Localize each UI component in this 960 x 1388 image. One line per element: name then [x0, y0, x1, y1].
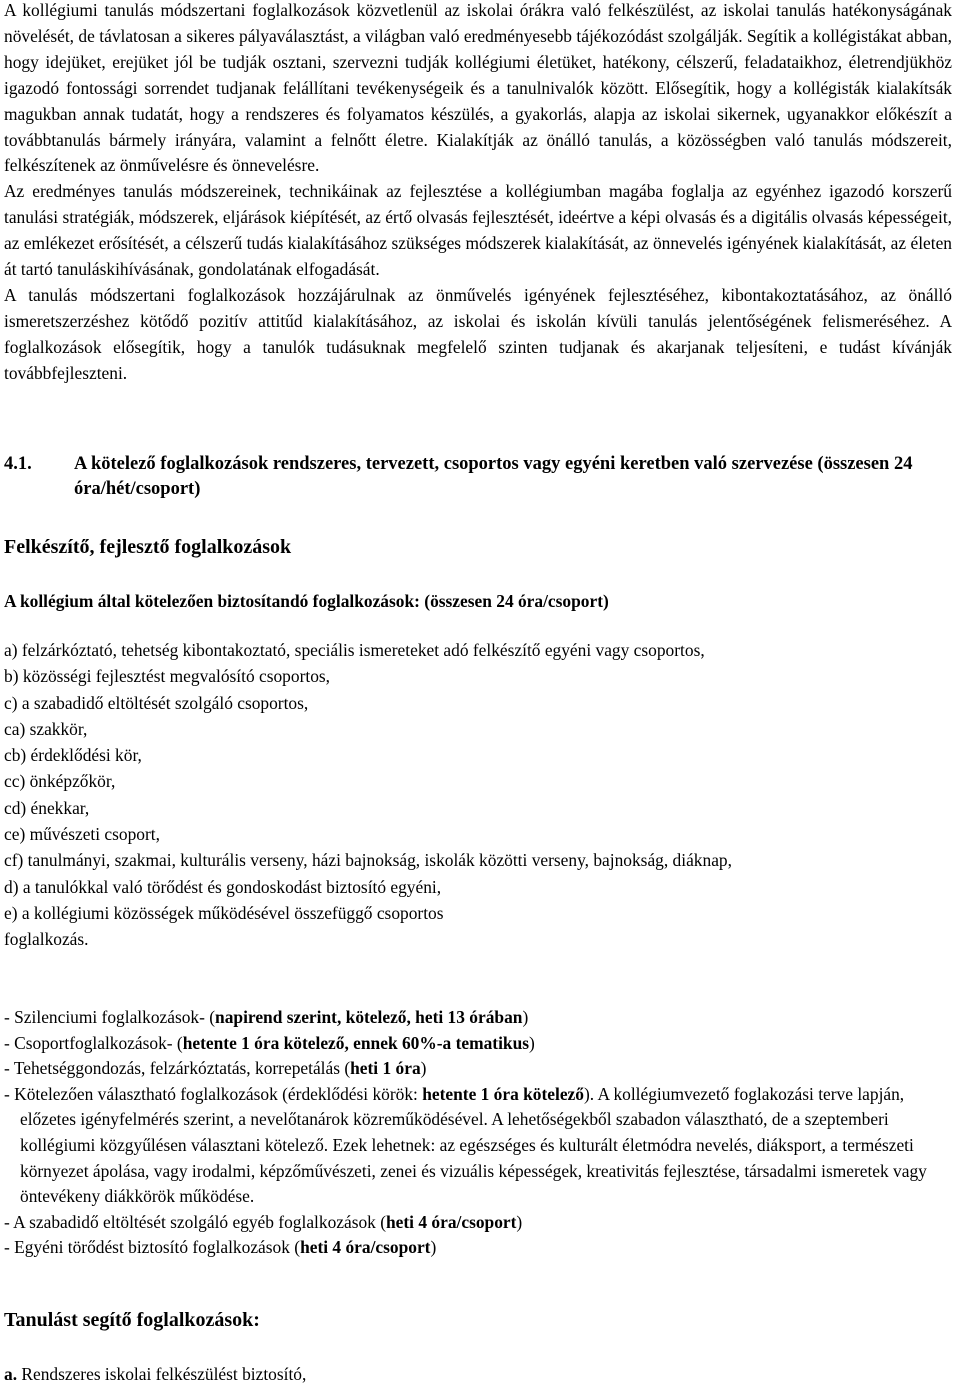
list-item: e) a kollégiumi közösségek működésével összefüggő csoportos	[4, 902, 444, 923]
list-item: cf) tanulmányi, szakmai, kulturális verseny, házi bajnokság, iskolák közötti verseny, bajnokság, diáknap,	[4, 850, 732, 871]
list-item: cb) érdeklődési kör,	[4, 745, 142, 766]
list-item: ce) művészeti csoport,	[4, 824, 160, 845]
list-item: - Kötelezően választható foglalkozások (érdeklődési körök: hetente 1 óra kötelező). A kollégiumvezető foglakozási terve lapján, előzetes igényfelmérés szerint, a nevelőtanárok közreműködésével. A lehetőségekből szabadon választható, de a szeptemberi kollégiumi közgyűlésen választani kötelező. Ezek lehetnek: az egészséges és kulturált életmódra nevelés, diáksport, a természeti környezet ápolása, vagy irodalmi, képzőművészeti, zenei és vizuális képességek, kreativitás fejlesztése, társadalmi ismeretek vagy öntevékeny diákkörök működése.	[4, 1083, 927, 1207]
section-title: A kötelező foglalkozások rendszeres, tervezett, csoportos vagy egyéni keretben való szervezése (összesen 24 óra/hét/csoport)	[74, 454, 913, 499]
list-item: cd) énekkar,	[4, 797, 90, 818]
list-item: foglalkozás.	[4, 929, 89, 950]
list-item: - Tehetséggondozás, felzárkóztatás, korrepetálás (heti 1 óra)	[4, 1058, 427, 1079]
list-item: - Egyéni törődést biztosító foglalkozások (heti 4 óra/csoport)	[4, 1237, 437, 1258]
intro-paragraph-3: A tanulás módszertani foglalkozások hozzájárulnak az önművelés igényének fejlesztéséhez, kibontakoztatásához, az önálló ismeretszerzéshez kötődő pozitív attitűd kialakításához, az iskolai és iskolán kívüli tanulás jelentőségének felismeréséhez. A foglalkozások elősegítik, hogy a tanulók tudásuknak megfelelő szinten tudjanak és akarjanak teljesíteni, e tudást kívánják továbbfejleszteni.	[4, 284, 952, 383]
intro-block	[4, 0, 952, 387]
list-item: b) közösségi fejlesztést megvalósító csoportos,	[4, 666, 331, 687]
list-item: - Szilenciumi foglalkozások- (napirend szerint, kötelező, heti 13 órában)	[4, 1007, 529, 1027]
intro-paragraph-1: A kollégiumi tanulás módszertani foglalkozások közvetlenül az iskolai órákra való felkészülést, az iskolai tanulás hatékonyságának növelését, de távlatosan a sikeres pályaválasztást, a világban való eredményesebb tájékozódást szolgálják. Segítik a kollégistákat abban, hogy idejüket, erejüket jól be tudják osztani, szervezni tudják kollégiumi életüket, hatékony, célszerű, feladataikhoz, életrendjükhöz igazodó fontossági sorrendet tudjanak felállítani tevékenységeik és a tanulnivalók között. Elősegítik, hogy a kollégisták kialakítsák magukban annak tudatát, hogy a rendszeres és folyamatos készülés, a gyakorlás, alapja az iskolai sikernek, ugyanakkor előkészít a továbbtanulás bármely irányára, valamint a felnőtt életre. Kialakítják az önálló tanulás, a közösségben való tanulás módszereit, felkészítenek az önművelésre és önnevelésre.	[4, 0, 952, 176]
felkeszito-list	[4, 637, 952, 953]
item-text: Rendszeres iskolai felkészülést biztosító,	[17, 1364, 307, 1384]
item-label: a.	[4, 1364, 18, 1384]
section-number: 4.1.	[4, 454, 32, 474]
list-item: a) felzárkóztató, tehetség kibontakoztató, speciális ismereteket adó felkészítő egyéni vagy csoportos,	[4, 640, 705, 660]
felkeszito-heading: Felkészítő, fejlesztő foglalkozások	[4, 536, 292, 558]
intro-paragraph-2: Az eredményes tanulás módszereinek, technikáinak az fejlesztése a kollégiumban magába foglalja az egyénhez igazodó korszerű tanulási stratégiák, módszerek, eljárások kiépítését, az értő olvasás fejlesztését, ideértve a képi olvasás és a digitális olvasás képességeit, az emlékezet erősítését, a célszerű tudás kialakításához szükséges módszerek kialakítását, az önnevelés igényének kialakítását, az életen át tartó tanuláskihívásának, gondolatának elfogadását.	[4, 181, 952, 280]
list-item: - A szabadidő eltöltését szolgáló egyéb foglalkozások (heti 4 óra/csoport)	[4, 1211, 523, 1232]
foglalkozasok-dash-list	[4, 1005, 952, 1261]
tanulast-item-a	[4, 1361, 306, 1387]
list-item: ca) szakkör,	[4, 718, 88, 739]
list-item: - Csoportfoglalkozások- (hetente 1 óra kötelező, ennek 60%-a tematikus)	[4, 1032, 535, 1053]
felkeszito-subheading: A kollégium által kötelezően biztosítandó foglalkozások: (összesen 24 óra/csoport)	[4, 591, 609, 611]
list-item: cc) önképzőkör,	[4, 771, 116, 792]
list-item: c) a szabadidő eltöltését szolgáló csoportos,	[4, 692, 309, 713]
tanulast-heading: Tanulást segítő foglalkozások:	[4, 1309, 260, 1331]
list-item: d) a tanulókkal való törődést és gondoskodást biztosító egyéni,	[4, 876, 442, 897]
section-heading	[4, 452, 944, 502]
